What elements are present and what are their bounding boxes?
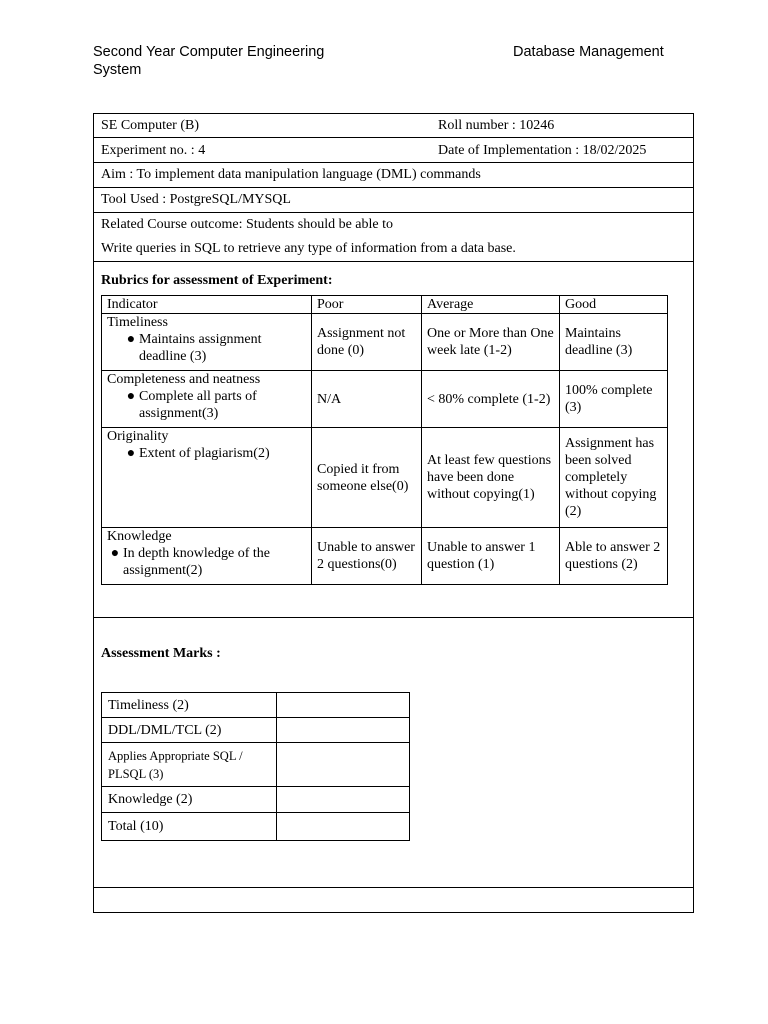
indicator-label: Completeness and neatness <box>107 372 261 387</box>
indicator-cell <box>102 314 312 371</box>
header-poor: Poor <box>312 296 422 314</box>
marks-value[interactable] <box>277 743 410 787</box>
bullet-icon: ● <box>110 546 120 561</box>
header-good: Good <box>560 296 668 314</box>
bullet-icon: ● <box>126 446 136 461</box>
table-row <box>102 371 668 428</box>
divider <box>94 162 693 163</box>
class-label: SE Computer (B) <box>101 118 199 133</box>
divider <box>94 887 693 888</box>
header-average: Average <box>422 296 560 314</box>
roll-number: Roll number : 10246 <box>438 118 555 133</box>
marks-value[interactable] <box>277 718 410 743</box>
table-row <box>102 314 668 371</box>
good-cell: 100% complete (3) <box>560 371 668 428</box>
course-outcome-detail: Write queries in SQL to retrieve any type of information from a data base. <box>101 241 516 256</box>
indicator-label: Knowledge <box>107 529 172 544</box>
marks-value[interactable] <box>277 813 410 841</box>
divider <box>94 212 693 213</box>
table-row <box>102 693 410 718</box>
table-row <box>102 428 668 528</box>
experiment-number: Experiment no. : 4 <box>101 143 206 158</box>
average-cell: One or More than One week late (1-2) <box>422 314 560 371</box>
marks-label: Timeliness (2) <box>102 693 277 718</box>
poor-cell: Unable to answer 2 questions(0) <box>312 528 422 585</box>
indicator-cell <box>102 528 312 585</box>
average-cell: At least few questions have been done without copying(1) <box>422 428 560 528</box>
tool-used: Tool Used : PostgreSQL/MYSQL <box>101 192 291 207</box>
indicator-label: Originality <box>107 429 169 444</box>
marks-label: Total (10) <box>102 813 277 841</box>
average-cell: Unable to answer 1 question (1) <box>422 528 560 585</box>
header-left: Second Year Computer Engineering <box>93 44 325 60</box>
divider <box>94 137 693 138</box>
assessment-title: Assessment Marks : <box>101 646 221 661</box>
table-row <box>102 743 410 787</box>
indicator-criterion: Maintains assignment deadline (3) <box>139 332 262 364</box>
good-cell: Able to answer 2 questions (2) <box>560 528 668 585</box>
experiment-sheet <box>93 113 694 913</box>
header-right: Database Management <box>513 44 664 60</box>
rubrics-table <box>101 295 668 585</box>
header-indicator: Indicator <box>102 296 312 314</box>
good-cell: Assignment has been solved completely without copying (2) <box>560 428 668 528</box>
indicator-cell <box>102 371 312 428</box>
average-cell: < 80% complete (1-2) <box>422 371 560 428</box>
divider <box>94 187 693 188</box>
marks-value[interactable] <box>277 787 410 813</box>
indicator-cell <box>102 428 312 528</box>
marks-label: Knowledge (2) <box>102 787 277 813</box>
marks-label: Applies Appropriate SQL / PLSQL (3) <box>102 743 277 787</box>
marks-value[interactable] <box>277 693 410 718</box>
marks-label: DDL/DML/TCL (2) <box>102 718 277 743</box>
bullet-icon: ● <box>126 332 136 347</box>
header-left-continued: System <box>93 62 142 78</box>
assessment-table <box>101 692 410 841</box>
rubrics-title: Rubrics for assessment of Experiment: <box>101 273 333 288</box>
poor-cell: N/A <box>312 371 422 428</box>
indicator-criterion: In depth knowledge of the assignment(2) <box>123 546 270 578</box>
indicator-label: Timeliness <box>107 315 168 330</box>
table-row <box>102 718 410 743</box>
table-row <box>102 787 410 813</box>
table-row <box>102 813 410 841</box>
course-outcome: Related Course outcome: Students should be able to <box>101 217 394 232</box>
table-row <box>102 296 668 314</box>
table-row <box>102 528 668 585</box>
indicator-criterion: Extent of plagiarism(2) <box>139 446 270 461</box>
poor-cell: Assignment not done (0) <box>312 314 422 371</box>
divider <box>94 261 693 262</box>
bullet-icon: ● <box>126 389 136 404</box>
aim: Aim : To implement data manipulation language (DML) commands <box>101 167 481 182</box>
indicator-criterion: Complete all parts of assignment(3) <box>139 389 257 421</box>
divider <box>94 617 693 618</box>
poor-cell: Copied it from someone else(0) <box>312 428 422 528</box>
implementation-date: Date of Implementation : 18/02/2025 <box>438 143 647 158</box>
good-cell: Maintains deadline (3) <box>560 314 668 371</box>
